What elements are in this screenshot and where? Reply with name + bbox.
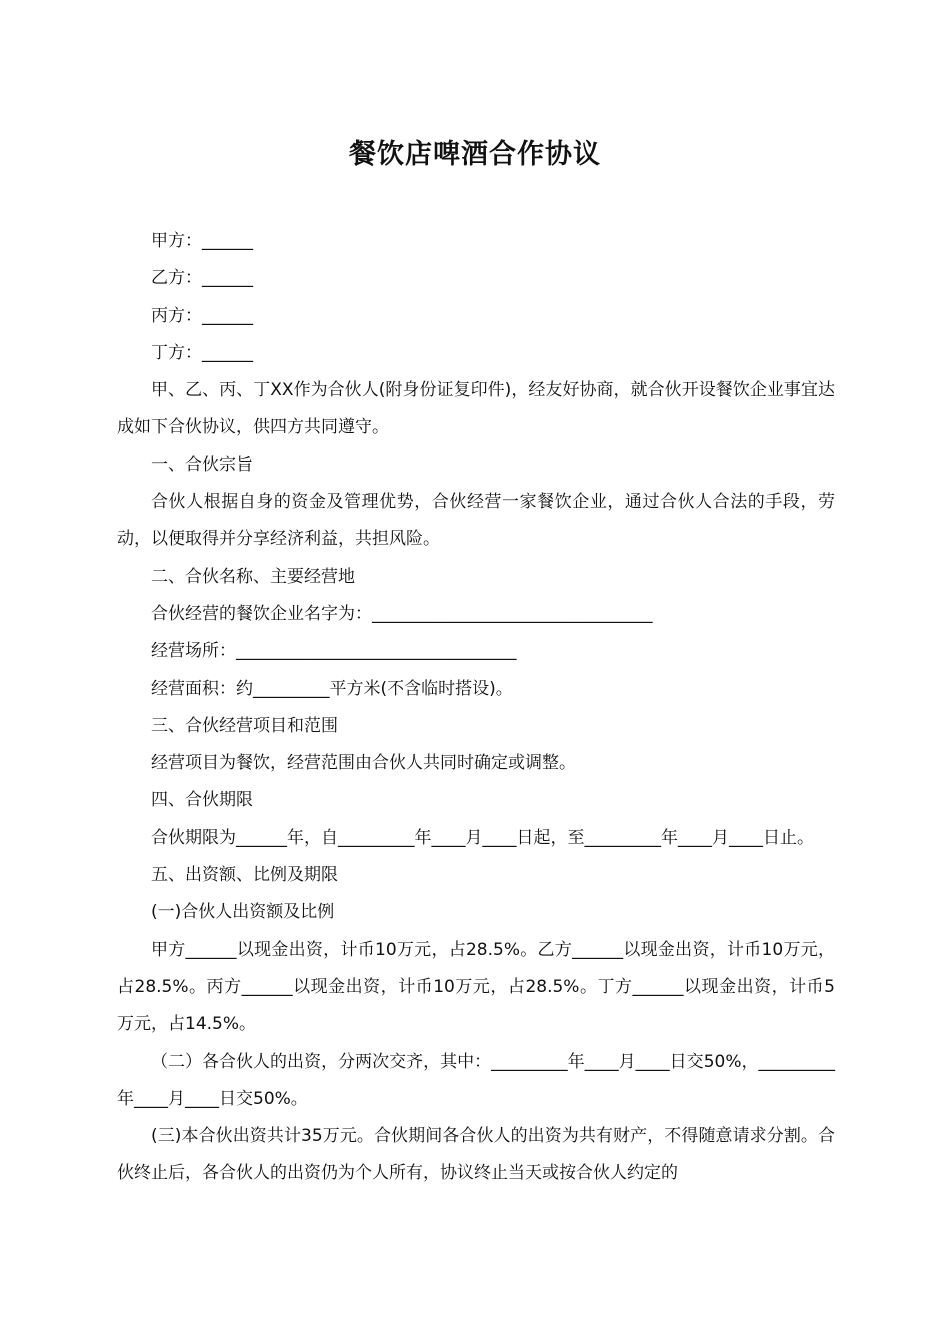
document-body xyxy=(117,223,835,1193)
intro-paragraph: 甲、乙、丙、丁XX作为合伙人(附身份证复印件)，经友好协商，就合伙开设餐饮企业事宜达成如下合伙协议，供四方共同遵守。 xyxy=(117,380,835,438)
party-d-line: 丁方：______ xyxy=(151,342,253,363)
section-4-heading: 四、合伙期限 xyxy=(151,790,253,811)
party-b-line: 乙方：______ xyxy=(151,268,253,289)
party-a-line: 甲方：______ xyxy=(151,231,253,251)
document-title: 餐饮店啤酒合作协议 xyxy=(349,139,601,170)
business-area-line: 经营面积：约_________平方米(不含临时搭设)。 xyxy=(151,678,513,699)
business-name-line: 合伙经营的餐饮企业名字为：_________________________________ xyxy=(151,603,653,624)
party-c-line: 丙方：______ xyxy=(151,305,253,326)
section-3-heading: 三、合伙经营项目和范围 xyxy=(151,715,338,736)
section-5-sub-2-paragraph: （二）各合伙人的出资，分两次交齐，其中：_________年____月____日交50%，_________年____月____日交50%。 xyxy=(117,1051,835,1109)
business-place-line: 经营场所：_________________________________ xyxy=(151,641,517,662)
section-2-heading: 二、合伙名称、主要经营地 xyxy=(151,566,355,587)
section-5-sub-1-heading: (一)合伙人出资额及比例 xyxy=(151,902,335,923)
section-1-paragraph: 合伙人根据自身的资金及管理优势，合伙经营一家餐饮企业，通过合伙人合法的手段，劳动，以便取得并分享经济利益，共担风险。 xyxy=(117,492,835,550)
section-5-sub-3-paragraph: (三)本合伙出资共计35万元。合伙期间各合伙人的出资为共有财产，不得随意请求分割。合伙终止后，各合伙人的出资仍为个人所有，协议终止当天或按合伙人约定的 xyxy=(117,1126,835,1184)
section-4-paragraph: 合伙期限为______年，自_________年____月____日起，至_________年____月____日止。 xyxy=(151,827,814,848)
section-3-paragraph: 经营项目为餐饮，经营范围由合伙人共同时确定或调整。 xyxy=(151,753,576,774)
section-5-heading: 五、出资额、比例及期限 xyxy=(151,865,338,886)
section-1-heading: 一、合伙宗旨 xyxy=(151,454,253,475)
section-5-sub-1-paragraph: 甲方______以现金出资，计币10万元，占28.5%。乙方______以现金出资，计币10万元，占28.5%。丙方______以现金出资，计币10万元，占28.5%。丁方______以现金出资，计币5万元，占14.5%。 xyxy=(117,939,835,1035)
